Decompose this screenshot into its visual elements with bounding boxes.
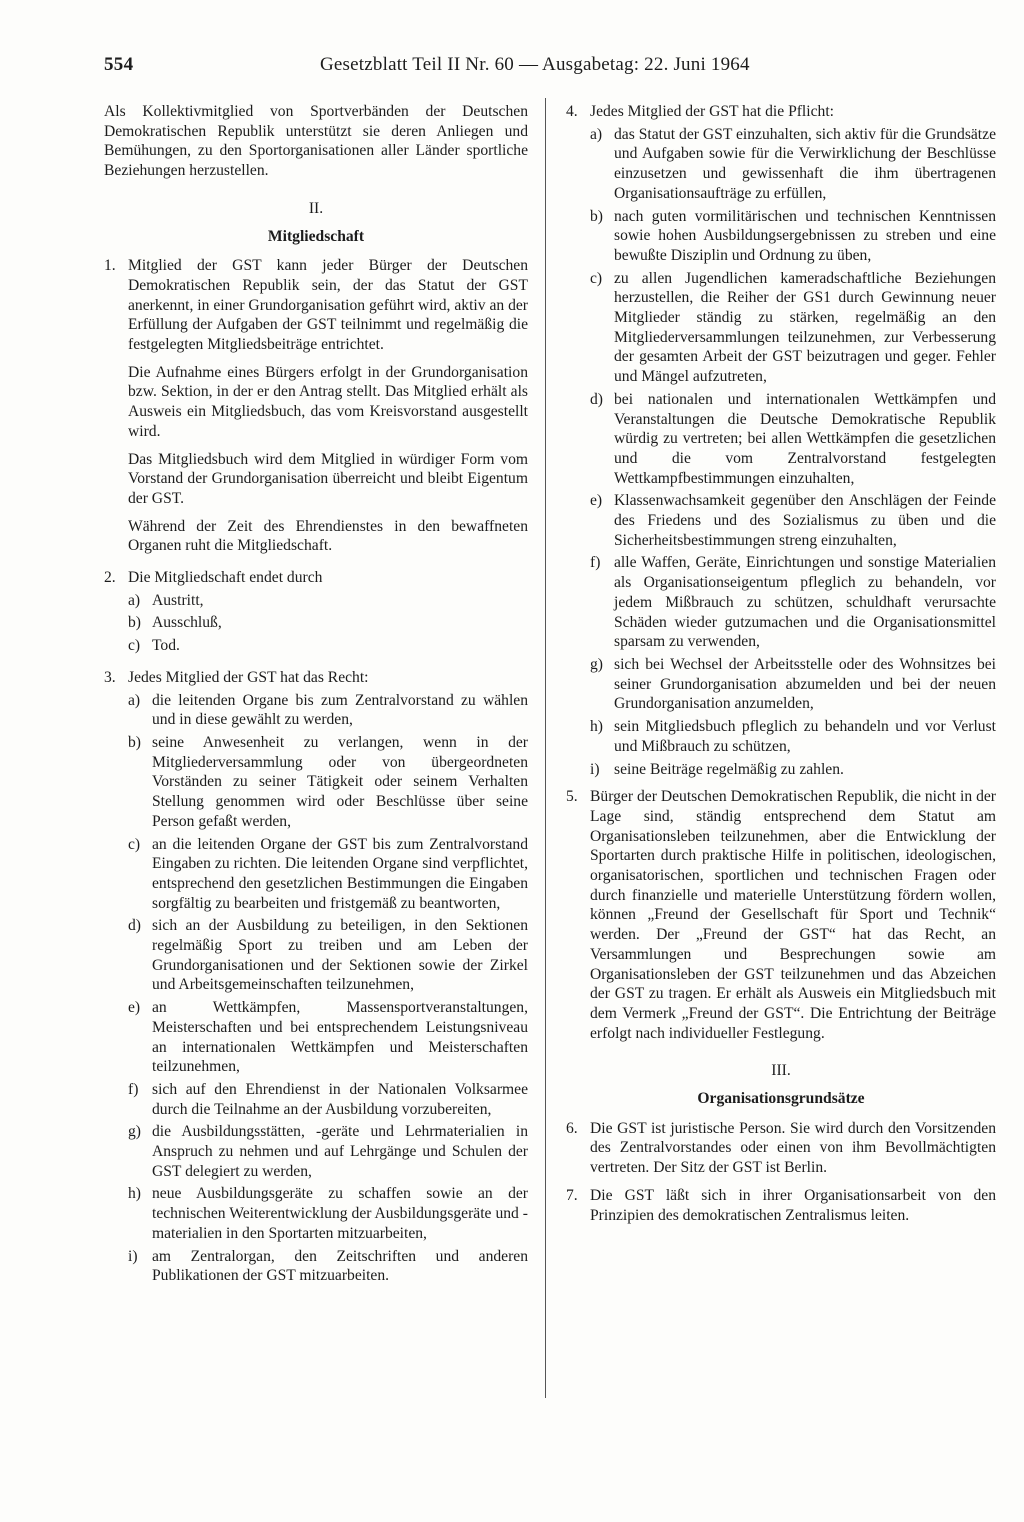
list-item	[590, 390, 996, 489]
list-text: an Wettkämpfen, Massensportveranstaltungen, Meisterschaften und bei entsprechendem Leistungsniveau an internationalen Wettkämpfen und Meisterschaften teilzunehmen,	[152, 999, 528, 1076]
right-column	[566, 102, 996, 1225]
paragraph: Mitglied der GST kann jeder Bürger der Deutschen Demokratischen Republik sein, der das Statut der GST anerkennt, in einer Grundorganisation geführt wird, aktiv an der Erfüllung der Aufgaben der GST teilnimmt und regelmäßig die festgelegten Mitgliedsbeiträge entrichtet.	[128, 257, 528, 354]
list-item	[590, 125, 996, 204]
list-item	[128, 636, 528, 656]
list-letter: a)	[590, 125, 603, 143]
article-number: 1.	[104, 257, 116, 275]
list-letter: i)	[128, 1247, 138, 1265]
paragraph: Bürger der Deutschen Demokratischen Republik, die nicht in der Lage sind, ständig entsprechend dem Statut am Organisationsleben teilzunehmen, aber die Entwicklung der Sportarten durch praktische Hilfe in politischen, ideologischen, organisatorischen, sportlichen und technischen Fragen oder durch finanzielle und materielle Unterstützung fördern wollen, können „Freund der Gesellschaft für Sport und Technik“ werden. Der „Freund der GST“ hat das Recht, an Versammlungen und Besprechungen sowie am Organisationsleben der GST teilzunehmen und das Abzeichen der GST zu tragen. Er erhält als Ausweis ein Mitgliedsbuch mit dem Vermerk „Freund der GST“. Die Entrichtung der Beiträge erfolgt nach individueller Festlegung.	[590, 788, 996, 1042]
list-text: an die leitenden Organe der GST bis zum Zentralvorstand Eingaben zu richten. Die leitenden Organe sind verpflichtet, entsprechend den gesetzlichen Bestimmungen die Eingaben sorgfältig zu bearbeiten und fristgemäß zu beantworten,	[152, 835, 528, 912]
list-text: seine Beiträge regelmäßig zu zahlen.	[614, 760, 844, 778]
list-letter: b)	[128, 614, 141, 632]
list-letter: h)	[590, 718, 603, 736]
left-column	[104, 102, 528, 1286]
list-letter: f)	[128, 1080, 139, 1098]
list-letter: i)	[590, 760, 600, 778]
article-1	[104, 256, 528, 556]
article-2	[104, 568, 528, 656]
paragraph: Die Aufnahme eines Bürgers erfolgt in der Grundorganisation bzw. Sektion, in der er den Antrag stellt. Das Mitglied erhält als Ausweis ein Mitgliedsbuch, das vom Kreisvorstand ausgestellt wird.	[128, 363, 528, 440]
list-item	[590, 207, 996, 266]
list-text: nach guten vormilitärischen und technischen Kenntnissen sowie hohen Ausbildungsergebnissen zu streben und eine bewußte Disziplin und Ordnung zu üben,	[614, 207, 996, 264]
list-letter: c)	[128, 637, 141, 655]
paragraph: Die GST läßt sich in ihrer Organisationsarbeit von den Prinzipien des demokratischen Zentralismus leiten.	[590, 1186, 996, 1224]
list-text: sich bei Wechsel der Arbeitsstelle oder des Wohnsitzes bei seiner Grundorganisation abzumelden und bei der neuen Grundorganisation anzumelden,	[614, 655, 996, 713]
list-text: die leitenden Organe bis zum Zentralvorstand zu wählen und in diese gewählt zu werden,	[152, 691, 528, 729]
paragraph: Die GST ist juristische Person. Sie wird durch den Vorsitzenden des Zentralvorstandes oder einen von ihm Bevollmächtigten vertreten. Der Sitz der GST ist Berlin.	[590, 1119, 996, 1177]
page-header	[104, 54, 944, 84]
list-item	[128, 1247, 528, 1286]
list-text: sein Mitgliedsbuch pfleglich zu behandeln und vor Verlust und Mißbrauch zu schützen,	[614, 718, 996, 755]
article-number: 7.	[566, 1186, 578, 1204]
list-text: Austritt,	[152, 591, 204, 609]
article-number: 2.	[104, 569, 116, 587]
list-item	[590, 553, 996, 652]
list-text: das Statut der GST einzuhalten, sich aktiv für die Grundsätze und Aufgaben sowie für die Verwirklichung der Beschlüsse einzusetzen und gewissenhaft die ihm übertragenen Organisationsaufträge zu erfüllen,	[614, 125, 996, 202]
list-item	[128, 613, 528, 633]
list-item	[128, 733, 528, 832]
list-text: bei nationalen und internationalen Wettkämpfen und Veranstaltungen die Deutsche Demokratische Republik würdig zu vertreten; bei allen Wettkämpfen die gesetzlichen und die vom Zentralvorstand festgelegten Wettkampfbestimmungen einzuhalten,	[614, 390, 996, 487]
list-item	[128, 1080, 528, 1119]
section-numeral: II.	[308, 199, 324, 217]
article-7	[566, 1186, 996, 1225]
paragraph: Das Mitgliedsbuch wird dem Mitglied in würdiger Form vom Vorstand der Grundorganisation überreicht und bleibt Eigentum der GST.	[128, 450, 528, 507]
list-text: zu allen Jugendlichen kameradschaftliche Beziehungen herzustellen, die Reiher der GS1 durch Gewinnung neuer Mitglieder ständig zu stärken, regelmäßig an den Mitgliederversammlungen teilzunehmen, zur Verbesserung der gesamten Arbeit der GST beizutragen und geger. Fehler und Mängel aufzutreten,	[614, 269, 996, 386]
article-4	[566, 102, 996, 779]
column-divider	[545, 98, 546, 1398]
article-5	[566, 787, 996, 1043]
list-letter: b)	[590, 207, 603, 225]
list-text: Tod.	[152, 637, 180, 655]
list-letter: a)	[128, 691, 141, 709]
list-text: neue Ausbildungsgeräte zu schaffen sowie an der technischen Weiterentwicklung der Ausbildungsgeräte und -materialien in den Sportarten mitzuarbeiten,	[152, 1185, 528, 1242]
paragraph: Jedes Mitglied der GST hat das Recht:	[128, 668, 369, 686]
intro-paragraph: Als Kollektivmitglied von Sportverbänden der Deutschen Demokratischen Republik unterstützt sie deren Anliegen und Bemühungen, zu den Sportorganisationen aller Länder sportliche Beziehungen herzustellen.	[104, 103, 528, 180]
article-number: 5.	[566, 788, 578, 806]
list-item	[590, 491, 996, 550]
list-text: seine Anwesenheit zu verlangen, wenn in der Mitgliederversammlung oder von übergeordneten Vorständen zu seiner Tätigkeit oder seinem Verhalten Stellung genommen wird oder Beschlüsse über seine Person gefaßt werden,	[152, 733, 528, 830]
list-item	[128, 998, 528, 1077]
list-letter: f)	[590, 554, 601, 572]
list-text: die Ausbildungsstätten, -geräte und Lehrmaterialien in Anspruch zu nehmen und auf Lehrgänge und Schulen der GST delegiert zu werden,	[152, 1123, 528, 1180]
list-letter: a)	[128, 591, 141, 609]
article-number: 4.	[566, 103, 578, 120]
list-item	[590, 717, 996, 756]
list-text: sich auf den Ehrendienst in der Nationalen Volksarmee durch die Teilnahme an der Ausbildung vorzubereiten,	[152, 1080, 528, 1118]
section-title: Organisationsgrundsätze	[697, 1090, 865, 1108]
list-letter: b)	[128, 733, 141, 751]
list-text: Klassenwachsamkeit gegenüber den Anschlägen der Feinde des Friedens und des Sozialismus zu üben und die Sicherheitsbestimmungen streng einzuhalten,	[614, 492, 996, 549]
section-numeral: III.	[771, 1062, 791, 1080]
article-3	[104, 668, 528, 1286]
list-item	[590, 269, 996, 387]
list-item	[128, 835, 528, 914]
paragraph: Während der Zeit des Ehrendienstes in den bewaffneten Organen ruht die Mitgliedschaft.	[128, 517, 528, 555]
paragraph: Jedes Mitglied der GST hat die Pflicht:	[590, 103, 834, 120]
gazette-title: Gesetzblatt Teil II Nr. 60 — Ausgabetag: 22. Juni 1964	[320, 54, 750, 75]
list-text: Ausschluß,	[152, 614, 222, 632]
page-number: 554	[104, 54, 134, 75]
article-number: 6.	[566, 1119, 578, 1137]
list-item	[128, 1122, 528, 1181]
list-letter: h)	[128, 1185, 141, 1203]
list-letter: d)	[128, 917, 141, 935]
list-item	[128, 691, 528, 730]
list-letter: g)	[590, 655, 603, 673]
list-item	[128, 1184, 528, 1243]
paragraph: Die Mitgliedschaft endet durch	[128, 569, 323, 587]
list-item	[128, 591, 528, 611]
list-text: am Zentralorgan, den Zeitschriften und anderen Publikationen der GST mitzuarbeiten.	[152, 1247, 528, 1285]
list-letter: e)	[590, 492, 603, 510]
list-text: sich an der Ausbildung zu beteiligen, in den Sektionen regelmäßig Sport zu treiben und am Leben der Grundorganisationen und der Sektionen sowie der Zirkel und Arbeitsgemeinschaften teilzunehmen,	[152, 917, 528, 994]
list-letter: c)	[590, 269, 603, 287]
list-letter: d)	[590, 390, 603, 408]
list-letter: e)	[128, 999, 141, 1017]
article-6	[566, 1119, 996, 1178]
list-item	[128, 916, 528, 995]
list-text: alle Waffen, Geräte, Einrichtungen und sonstige Materialien als Organisationseigentum pfleglich zu behandeln, vor jedem Mißbrauch zu schützen, schuldhaft verursachte Schäden wieder gutzumachen und die Organisationsmittel sparsam zu verwenden,	[614, 554, 996, 651]
section-title: Mitgliedschaft	[267, 227, 365, 245]
list-item	[590, 655, 996, 714]
list-letter: g)	[128, 1123, 141, 1141]
list-letter: c)	[128, 835, 141, 853]
list-item	[590, 760, 996, 780]
article-number: 3.	[104, 668, 116, 686]
